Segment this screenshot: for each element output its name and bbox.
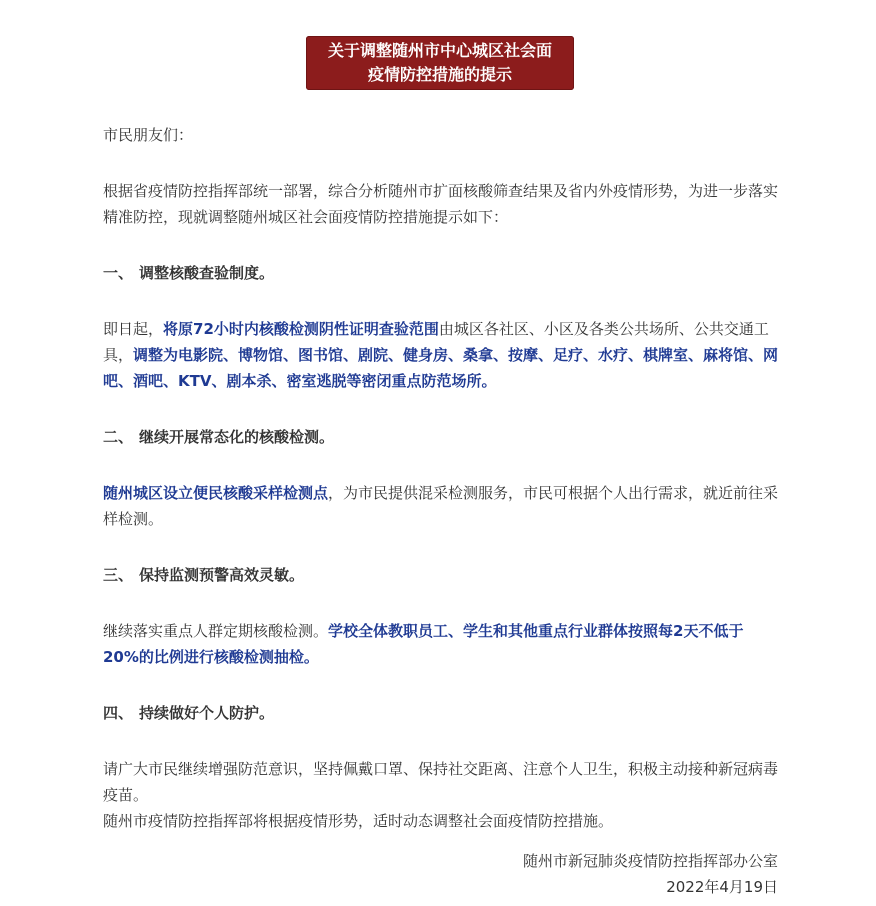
signature-block	[523, 848, 778, 900]
intro-paragraph: 根据省疫情防控指挥部统一部署，综合分析随州市扩面核酸筛查结果及省内外疫情形势，为进一步落实精准防控，现就调整随州城区社会面疫情防控措施提示如下：	[103, 182, 779, 226]
title-line-2: 疫情防控措施的提示	[367, 65, 512, 84]
section-heading-1: 一、 调整核酸查验制度。	[103, 264, 275, 282]
signature-org: 随州市新冠肺炎疫情防控指挥部办公室	[522, 852, 778, 870]
signature-date: 2022年4月19日	[666, 878, 778, 896]
closing-paragraph: 随州市疫情防控指挥部将根据疫情形势，适时动态调整社会面疫情防控措施。	[103, 812, 614, 830]
notice-title-banner	[306, 36, 574, 90]
section-paragraph-1: 即日起，将原72小时内核酸检测阴性证明查验范围由城区各社区、小区及各类公共场所、公共交通工具，调整为电影院、博物馆、图书馆、剧院、健身房、桑拿、按摩、足疗、水疗、棋牌室、麻将馆、网吧、酒吧、KTV、剧本杀、密室逃脱等密闭重点防范场所。	[103, 320, 779, 390]
highlight-text: 随州城区设立便民核酸采样检测点	[103, 484, 329, 502]
highlight-text: 学校全体教职员工、学生和其他重点行业群体按照每2天不低于20%的比例进行核酸检测抽检。	[103, 622, 744, 666]
section-heading-4: 四、 持续做好个人防护。	[103, 704, 275, 722]
highlight-text: 调整为电影院、博物馆、图书馆、剧院、健身房、桑拿、按摩、足疗、水疗、棋牌室、麻将馆、网吧、酒吧、KTV、剧本杀、密室逃脱等密闭重点防范场所。	[103, 346, 779, 390]
notice-body	[103, 122, 779, 834]
greeting: 市民朋友们：	[103, 126, 194, 144]
highlight-text: 将原72小时内核酸检测阴性证明查验范围	[163, 320, 439, 338]
title-line-1: 关于调整随州市中心城区社会面	[327, 41, 552, 60]
section-heading-3: 三、 保持监测预警高效灵敏。	[103, 566, 305, 584]
section-heading-2: 二、 继续开展常态化的核酸检测。	[103, 428, 335, 446]
section-paragraph-4: 请广大市民继续增强防范意识，坚持佩戴口罩、保持社交距离、注意个人卫生，积极主动接种新冠病毒疫苗。	[103, 760, 779, 804]
section-paragraph-2: 随州城区设立便民核酸采样检测点，为市民提供混采检测服务，市民可根据个人出行需求，就近前往采样检测。	[103, 484, 779, 528]
section-paragraph-3: 继续落实重点人群定期核酸检测。学校全体教职员工、学生和其他重点行业群体按照每2天不低于20%的比例进行核酸检测抽检。	[103, 622, 744, 666]
